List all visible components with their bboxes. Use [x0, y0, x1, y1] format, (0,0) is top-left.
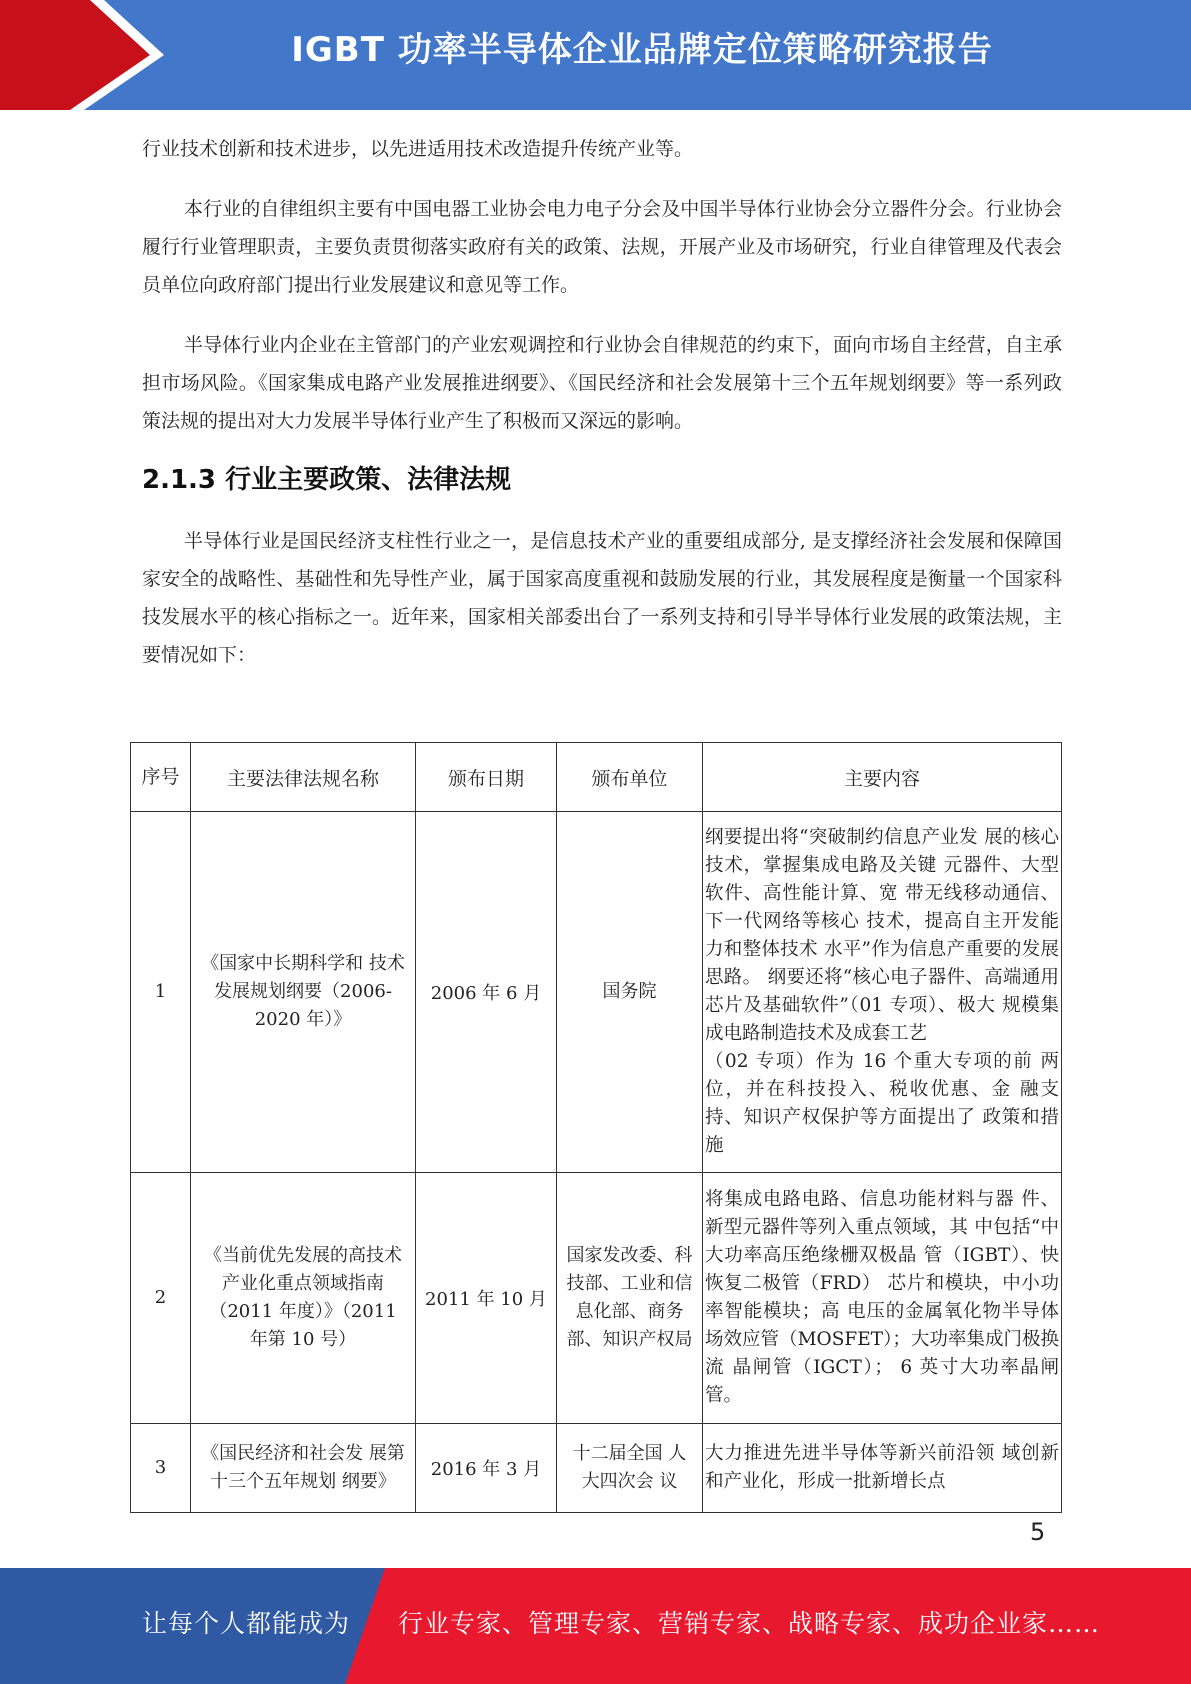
cell-unit: 十二届全国 人大四次会 议: [557, 1424, 703, 1513]
document-body: [142, 130, 1062, 674]
cell-date: 2006 年 6 月: [416, 812, 557, 1173]
cell-date: 2011 年 10 月: [416, 1173, 557, 1424]
page-header: [0, 0, 1191, 110]
cell-name: 《国民经济和社会发 展第十三个五年规划 纲要》: [191, 1424, 416, 1513]
header-unit: 颁布单位: [557, 743, 703, 812]
cell-name: 《国家中长期科学和 技术发展规划纲要（2006-2020 年）》: [191, 812, 416, 1173]
cell-no: 1: [131, 812, 191, 1173]
header-name: 主要法律法规名称: [191, 743, 416, 812]
cell-content-part-1: 纲要提出将“突破制约信息产业发 展的核心技术，掌握集成电路及关键 元器件、大型软件、高性能计算、宽 带无线移动通信、下一代网络等核心 技术，提高自主开发能力和整体技术 水平”作为信息产重要的发展思路。 纲要还将“核心电子器件、高端通用 芯片及基础软件”（01 专项）、极大 规模集成电路制造技术及成套工艺: [705, 827, 1059, 1044]
header-no: 序号: [131, 743, 191, 812]
report-title: IGBT 功率半导体企业品牌定位策略研究报告: [291, 30, 993, 70]
table-row: [131, 1424, 1062, 1513]
header-content: 主要内容: [703, 743, 1062, 812]
cell-content: 将集成电路电路、信息功能材料与器 件、新型元器件等列入重点领域，其 中包括“中大功率高压绝缘栅双极晶 管（IGBT）、快恢复二极管（FRD） 芯片和模块，中小功率智能模块；高 电压的金属氧化物半导体场效应管（MOSFET）；大功率集成门极换流 晶闸管（IGCT）； 6 英寸大功率晶闸管。: [703, 1173, 1062, 1424]
header-date: 颁布日期: [416, 743, 557, 812]
cell-unit: 国务院: [557, 812, 703, 1173]
policy-table: [130, 742, 1062, 1513]
table-row: [131, 1173, 1062, 1424]
paragraph-3: 半导体行业内企业在主管部门的产业宏观调控和行业协会自律规范的约束下，面向市场自主经营，自主承担市场风险。《国家集成电路产业发展推进纲要》、《国民经济和社会发展第十三个五年规划纲要》等一系列政策法规的提出对大力发展半导体行业产生了积极而又深远的影响。: [142, 334, 1062, 432]
cell-no: 2: [131, 1173, 191, 1424]
table-row: [131, 812, 1062, 1173]
page-footer: [0, 1568, 1191, 1684]
table-header-row: [131, 743, 1062, 812]
footer-slogan-right: 行业专家、管理专家、营销专家、战略专家、成功企业家……: [398, 1609, 1101, 1638]
cell-name: 《当前优先发展的高技术产业化重点领域指南（2011 年度）》（2011 年第 10 号）: [191, 1173, 416, 1424]
cell-content-part-2: （02 专项）作为 16 个重大专项的前 两位，并在科技投入、税收优惠、金 融支持、知识产权保护等方面提出了 政策和措施: [705, 1051, 1059, 1156]
cell-content: 大力推进先进半导体等新兴前沿领 域创新和产业化，形成一批新增长点: [703, 1424, 1062, 1513]
paragraph-2: 本行业的自律组织主要有中国电器工业协会电力电子分会及中国半导体行业协会分立器件分会。行业协会履行行业管理职责，主要负责贯彻落实政府有关的政策、法规，开展产业及市场研究，行业自律管理及代表会员单位向政府部门提出行业发展建议和意见等工作。: [142, 198, 1062, 296]
section-heading: 2.1.3 行业主要政策、法律法规: [142, 465, 512, 495]
footer-slogan-left: 让每个人都能成为: [142, 1609, 351, 1638]
page-number: 5: [1030, 1518, 1046, 1546]
paragraph-1: 行业技术创新和技术进步，以先进适用技术改造提升传统产业等。: [142, 138, 694, 160]
cell-content: [703, 812, 1062, 1173]
paragraph-4: 半导体行业是国民经济支柱性行业之一，是信息技术产业的重要组成部分, 是支撑经济社会发展和保障国家安全的战略性、基础性和先导性产业，属于国家高度重视和鼓励发展的行业，其发展程度是衡量一个国家科技发展水平的核心指标之一。近年来，国家相关部委出台了一系列支持和引导半导体行业发展的政策法规，主要情况如下：: [142, 530, 1062, 666]
cell-no: 3: [131, 1424, 191, 1513]
cell-unit: 国家发改委、科技部、工业和信息化部、商务部、知识产权局: [557, 1173, 703, 1424]
cell-date: 2016 年 3 月: [416, 1424, 557, 1513]
